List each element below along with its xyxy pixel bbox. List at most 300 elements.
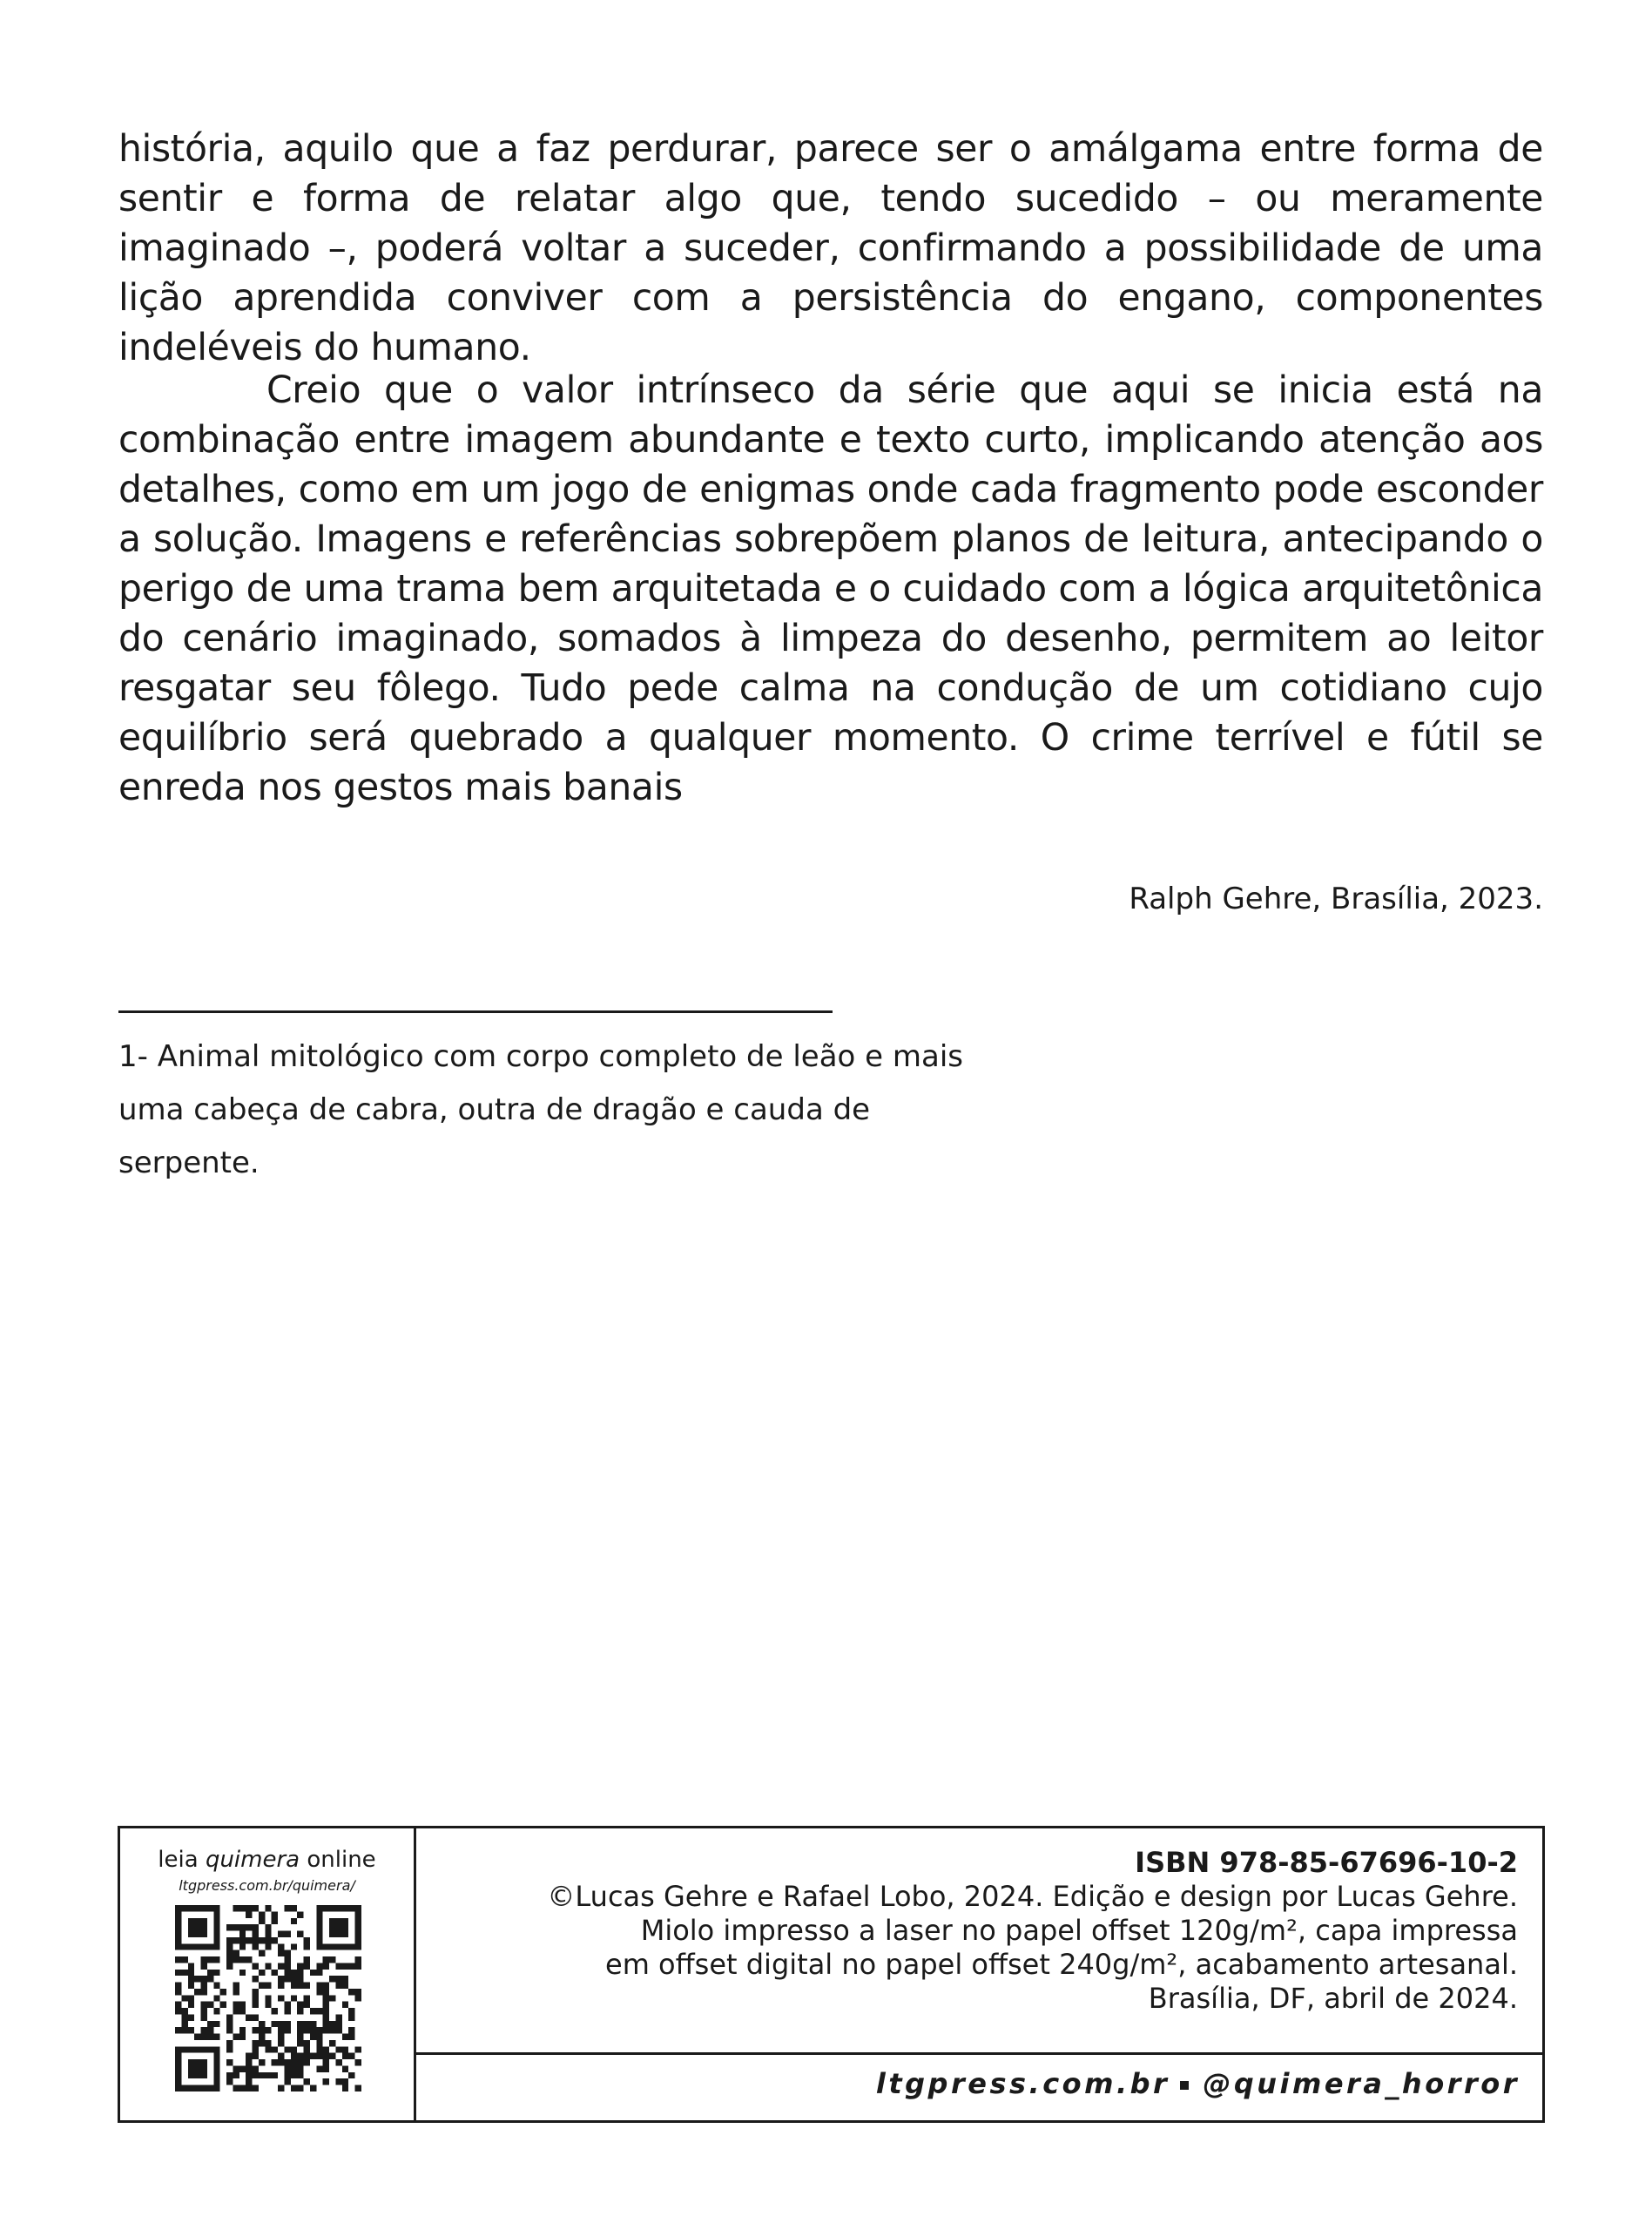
qr-module [201,1956,207,1963]
qr-module [226,1950,233,1956]
qr-module [278,2040,284,2046]
qr-module [355,1937,361,1943]
qr-module [213,1911,219,1917]
qr-module [188,1983,194,1989]
qr-module [316,1937,322,1943]
qr-module [284,1963,290,1969]
qr-module [304,1937,310,1943]
footnote-divider [118,1010,833,1013]
qr-module [213,1943,219,1950]
qr-module [342,2046,348,2052]
qr-module [213,2078,219,2085]
qr-module [259,1911,265,1917]
website-link[interactable]: ltgpress.com.br [875,2067,1170,2100]
qr-module [253,1905,259,1911]
qr-module [188,1905,194,1911]
qr-module [348,2008,354,2014]
qr-module [213,1983,219,1989]
qr-module [233,1937,239,1943]
qr-module [259,1950,265,1956]
qr-module [175,2059,181,2065]
qr-module [284,1976,290,1982]
qr-module [201,1943,207,1950]
qr-module [297,1931,303,1937]
qr-module [335,1924,341,1930]
qr-module [181,1970,187,1976]
qr-module [329,1995,335,2001]
bullet-separator [1180,2081,1189,2090]
qr-module [284,2002,290,2008]
qr-module [194,2034,200,2040]
qr-module [304,1983,310,1989]
qr-module [329,1905,335,1911]
qr-module [329,1931,335,1937]
qr-module [342,2085,348,2091]
qr-module [253,1931,259,1937]
qr-module [226,1963,233,1969]
qr-module [304,1995,310,2001]
qr-module [297,2040,303,2046]
qr-module [226,2014,233,2020]
qr-module [181,2027,187,2033]
qr-module [323,2059,329,2065]
qr-module [323,2027,329,2033]
qr-module [188,2002,194,2008]
qr-code-icon[interactable] [175,1905,361,2091]
qr-module [291,1918,297,1924]
qr-module [323,1943,329,1950]
qr-module [233,2085,239,2091]
qr-module [265,2046,271,2052]
qr-module [342,2053,348,2059]
footnote-line-1: 1- Animal mitológico com corpo completo de leão e mais [118,1039,963,1074]
qr-module [348,2072,354,2078]
qr-module [194,1989,200,1995]
qr-module [213,2008,219,2014]
qr-module [310,2053,316,2059]
qr-module [316,1905,322,1911]
qr-module [342,1905,348,1911]
qr-module [278,2085,284,2091]
qr-module [316,2040,322,2046]
social-handle[interactable]: @quimera_horror [1203,2067,1520,2100]
qr-module [246,2059,252,2065]
qr-module [188,2027,194,2033]
qr-module [335,1976,341,1982]
qr-module [194,1924,200,1930]
qr-module [194,1918,200,1924]
qr-module [304,2027,310,2033]
qr-module [284,1970,290,1976]
qr-module [342,1943,348,1950]
qr-module [335,2078,341,2085]
body-paragraph-1: história, aquilo que a faz perdurar, parece ser o amálgama entre forma de sentir e forma de relatar algo que, tendo sucedido – ou meramente imaginado –, poderá voltar a suceder, confirmando a possibilidade de uma lição aprendida conviver com a persistência do engano, componentes indeléveis do humano. [118,128,1543,369]
qr-module [175,1956,181,1963]
qr-module [265,1995,271,2001]
qr-module [278,1983,284,1989]
qr-module [226,2072,233,2078]
qr-module [181,2085,187,2091]
qr-module [310,1970,316,1976]
qr-module [323,2046,329,2052]
qr-module [297,2053,303,2059]
qr-module [194,2085,200,2091]
qr-module [265,1924,271,1930]
qr-module [323,2002,329,2008]
qr-module [207,2034,213,2040]
qr-module [272,1937,278,1943]
qr-module [342,2034,348,2040]
qr-module [201,2002,207,2008]
qr-module [233,1905,239,1911]
footnote [118,1031,989,1190]
qr-module [310,2034,316,2040]
qr-module [175,1983,181,1989]
body-paragraph-2: Creio que o valor intrínseco da série que aqui se inicia está na combinação entre imagem abundante e texto curto, implicando atenção aos detalhes, como em um jogo de enigmas onde cada fragmento pode esconder a solução. Imagens e referências sobrepõem planos de leitura, antecipando o perigo de uma trama bem arquitetada e o cuidado com a lógica arquitetônica do cenário imaginado, somados à limpeza do desenho, permitem ao leitor resgatar seu fôlego. Tudo pede calma na condução de um cotidiano cujo equilíbrio será quebrado a qualquer momento. O crime terrível e fútil se enreda nos gestos mais banais [118,369,1543,809]
qr-module [323,2053,329,2059]
qr-module [335,1918,341,1924]
qr-module [304,2059,310,2065]
qr-module [239,2085,246,2091]
qr-module [226,2078,233,2085]
qr-module [278,1963,284,1969]
qr-module [291,1976,297,1982]
qr-module [265,2027,271,2033]
qr-module [213,2021,219,2027]
qr-module [323,1989,329,1995]
qr-module [201,2065,207,2071]
qr-module [239,2065,246,2071]
qr-module [342,1918,348,1924]
qr-module [316,1989,322,1995]
qr-module [239,2027,246,2033]
qr-module [246,2014,252,2020]
qr-module [291,2046,297,2052]
qr-module [335,1943,341,1950]
qr-module [201,1905,207,1911]
qr-module [291,1995,297,2001]
qr-module [284,2078,290,2085]
qr-module [335,1905,341,1911]
qr-module [355,1918,361,1924]
qr-module [259,2021,265,2027]
qr-module [201,1976,207,1982]
qr-module [297,2072,303,2078]
qr-module [342,2002,348,2008]
qr-module [265,2072,271,2078]
qr-module [239,2034,246,2040]
qr-module [246,2053,252,2059]
qr-module [323,1983,329,1989]
qr-module [355,2059,361,2065]
qr-module [201,2034,207,2040]
qr-module [201,2008,207,2014]
qr-module [272,1970,278,1976]
qr-module [201,1983,207,1989]
qr-module [188,1976,194,1982]
qr-module [297,1911,303,1917]
qr-module [348,1905,354,1911]
qr-module [233,1956,239,1963]
qr-module [233,2008,239,2014]
qr-module [213,2034,219,2040]
qr-module [226,1937,233,1943]
qr-module [291,2085,297,2091]
qr-module [239,1931,246,1937]
qr-module [304,2046,310,2052]
qr-module [265,1905,271,1911]
qr-module [278,2027,284,2033]
qr-module [246,1937,252,1943]
qr-module [335,2021,341,2027]
qr-module [181,1995,187,2001]
imprint-divider [416,2052,1542,2055]
qr-module [291,2053,297,2059]
qr-module [201,1931,207,1937]
qr-module [342,1924,348,1930]
qr-module [316,1943,322,1950]
qr-module [188,1931,194,1937]
qr-module [226,1943,233,1950]
qr-module [323,1905,329,1911]
qr-module [213,2059,219,2065]
qr-module [329,1943,335,1950]
qr-module [239,1943,246,1950]
qr-module [291,1905,297,1911]
qr-module [316,1963,322,1969]
qr-module [355,1943,361,1950]
qr-module [284,2027,290,2033]
qr-module [355,1995,361,2001]
qr-module [194,1905,200,1911]
qr-module [284,1956,290,1963]
qr-module [278,2034,284,2040]
qr-module [348,2034,354,2040]
qr-module [291,2072,297,2078]
qr-module [259,2040,265,2046]
qr-module [310,2085,316,2091]
qr-module [335,2046,341,2052]
qr-module [297,2065,303,2071]
colophon-box [118,1826,1545,2123]
qr-module [233,1950,239,1956]
qr-module [253,1937,259,1943]
qr-module [253,2065,259,2071]
qr-module [201,2014,207,2020]
qr-module [259,2059,265,2065]
qr-module [323,2008,329,2014]
qr-module [253,2053,259,2059]
qr-module [213,2046,219,2052]
qr-module [272,2021,278,2027]
qr-module [207,2021,213,2027]
qr-module [316,2027,322,2033]
qr-panel [120,1828,416,2120]
qr-module [246,1905,252,1911]
qr-module [297,2085,303,2091]
qr-module [194,2059,200,2065]
qr-module [284,2072,290,2078]
qr-module [201,2027,207,2033]
qr-module [329,2040,335,2046]
qr-module [181,2014,187,2020]
qr-label [120,1845,414,1875]
qr-module [188,1995,194,2001]
qr-module [259,1918,265,1924]
qr-module [259,1983,265,1989]
qr-module [348,1943,354,1950]
qr-module [194,2065,200,2071]
qr-module [291,2059,297,2065]
qr-module [316,2053,322,2059]
qr-module [233,1989,239,1995]
qr-module [265,1931,271,1937]
qr-module [246,2072,252,2078]
qr-module [304,2002,310,2008]
qr-module [175,2078,181,2085]
qr-module [201,2059,207,2065]
qr-module [304,2078,310,2085]
qr-module [278,1976,284,1982]
qr-module [201,1918,207,1924]
qr-module [284,1931,290,1937]
qr-module [348,2053,354,2059]
qr-module [304,2040,310,2046]
qr-module [265,1963,271,1969]
qr-module [188,2085,194,2091]
qr-module [278,1950,284,1956]
qr-module [253,2085,259,2091]
qr-module [355,1924,361,1930]
qr-module [323,2078,329,2085]
qr-module [259,2072,265,2078]
qr-module [207,1956,213,1963]
qr-module [188,2046,194,2052]
qr-module [348,1963,354,1969]
qr-module [175,2008,181,2014]
qr-module [355,2085,361,2091]
qr-module [207,1943,213,1950]
qr-module [304,2053,310,2059]
qr-module [188,1963,194,1969]
publisher-links [876,2064,1520,2103]
qr-module [175,1911,181,1917]
qr-module [201,1924,207,1930]
qr-module [291,1970,297,1976]
qr-module [335,1963,341,1969]
qr-module [239,2002,246,2008]
qr-module [291,1943,297,1950]
qr-module [226,1956,233,1963]
qr-module [265,1937,271,1943]
qr-module [253,1989,259,1995]
qr-module [207,2046,213,2052]
qr-module [207,1970,213,1976]
qr-module [226,2040,233,2046]
qr-module [175,1905,181,1911]
qr-module [291,2065,297,2071]
qr-module [297,1970,303,1976]
qr-module [175,1937,181,1943]
qr-module [207,1905,213,1911]
qr-module [355,1989,361,1995]
qr-module [297,1976,303,1982]
qr-module [201,2085,207,2091]
qr-module [253,2002,259,2008]
qr-module [188,2059,194,2065]
qr-module [188,2072,194,2078]
qr-module [175,2002,181,2008]
qr-module [259,2027,265,2033]
qr-module [297,2059,303,2065]
qr-module [213,1937,219,1943]
qr-module [188,1924,194,1930]
qr-module [213,1931,219,1937]
qr-url[interactable]: ltgpress.com.br/quimera/ [179,1877,355,1894]
qr-module [297,1983,303,1989]
qr-module [207,1976,213,1982]
qr-module [213,1905,219,1911]
qr-module [265,1943,271,1950]
qr-module [278,2053,284,2059]
qr-module [201,1989,207,1995]
qr-module [278,1931,284,1937]
qr-module [265,2002,271,2008]
qr-module [175,2065,181,2071]
qr-module [239,1956,246,1963]
qr-module [239,1970,246,1976]
qr-module [213,2072,219,2078]
qr-module [355,1905,361,1911]
isbn: ISBN 978-85-67696-10-2 [1135,1846,1518,1879]
qr-module [284,2046,290,2052]
imprint-line-3: em offset digital no papel offset 240g/m², acabamento artesanal. [605,1948,1518,1981]
qr-module [316,2008,322,2014]
qr-module [175,1989,181,1995]
qr-module [213,1970,219,1976]
qr-module [329,1924,335,1930]
qr-module [284,2021,290,2027]
qr-module [253,1943,259,1950]
qr-module [355,1911,361,1917]
qr-module [323,1995,329,2001]
qr-module [181,2008,187,2014]
qr-module [175,2046,181,2052]
qr-module [220,1989,226,1995]
qr-module [201,2046,207,2052]
qr-module [342,1976,348,1982]
qr-module [355,2046,361,2052]
qr-module [316,2034,322,2040]
qr-module [181,1956,187,1963]
qr-module [239,1924,246,1930]
qr-module [213,2085,219,2091]
qr-module [246,1911,252,1917]
qr-module [316,1983,322,1989]
qr-module [278,1995,284,2001]
qr-module [348,1989,354,1995]
qr-module [329,1976,335,1982]
qr-module [239,1937,246,1943]
qr-module [226,2046,233,2052]
qr-module [233,2034,239,2040]
qr-module [265,1983,271,1989]
qr-module [181,1905,187,1911]
qr-module [284,1950,290,1956]
qr-module [335,2027,341,2033]
qr-module [355,1931,361,1937]
qr-module [304,2021,310,2027]
